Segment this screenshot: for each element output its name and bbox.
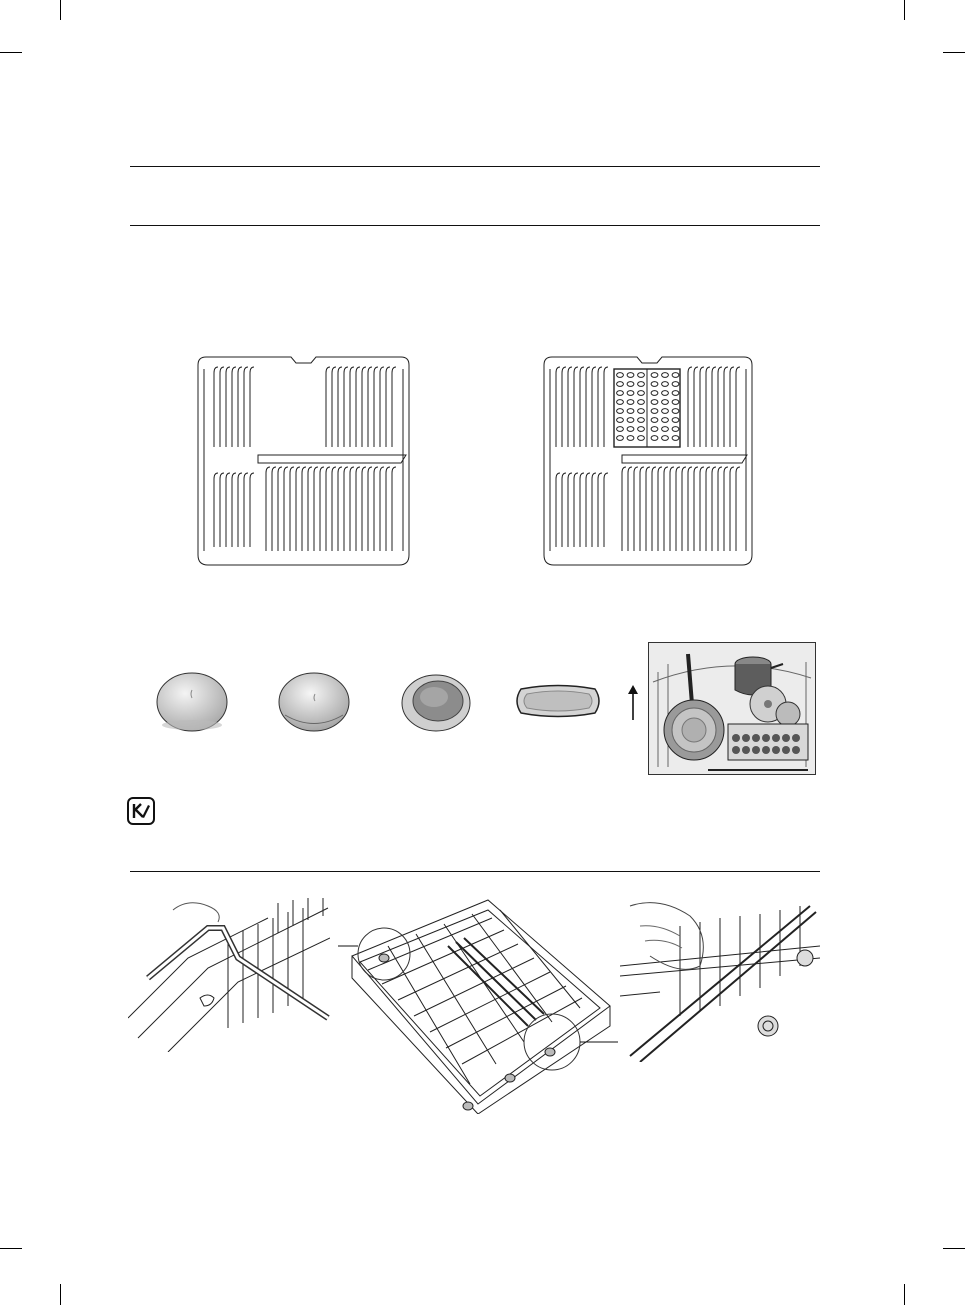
lower-rack-plates-icon [196,355,411,567]
note-pencil-icon [127,797,155,825]
roller-detail-icon [620,896,820,1062]
up-arrow-icon [625,684,641,722]
soup-plate-icon [277,670,352,735]
header-rule-bottom [130,225,820,226]
section-rule [130,871,820,872]
dinner-plate-icon [155,670,230,735]
lower-rack-cutlery-icon [542,355,754,567]
deep-bowl-icon [400,672,472,734]
loaded-rack-pots-pans-icon [648,642,816,775]
rack-overview-icon [338,896,618,1114]
oval-platter-icon [513,684,603,718]
header-rule-top [130,166,820,167]
handle-detail-icon [128,898,330,1052]
